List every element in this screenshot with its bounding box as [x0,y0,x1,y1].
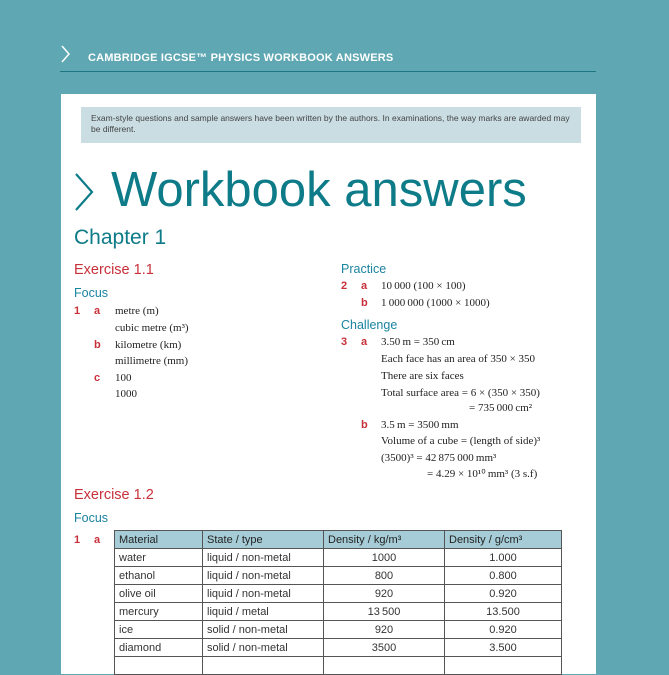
table-cell: 920 [324,621,445,639]
table-cell: liquid / non-metal [203,549,324,567]
table-cell: 1000 [324,549,445,567]
table-cell: solid / non-metal [203,621,324,639]
part-label: a [361,336,368,348]
running-header [60,48,596,70]
part-label: b [94,339,101,351]
table-cell: olive oil [115,585,203,603]
table-cell: 0.920 [445,621,562,639]
answer-line: kilometre (km) [115,339,182,351]
table-cell: 13.500 [445,603,562,621]
answer-line: 3.50 m = 350 cm [381,336,455,348]
answer-line: There are six faces [381,370,464,382]
answer-line: Volume of a cube = (length of side)³ [381,435,541,447]
table-cell: 13 500 [324,603,445,621]
table-cell: liquid / non-metal [203,585,324,603]
chevron-right-icon [60,45,70,63]
table-cell: 0.920 [445,585,562,603]
table-cell: mercury [115,603,203,621]
chapter-title: Chapter 1 [74,226,167,249]
table-cell [324,657,445,675]
question-number: 1 [74,305,81,317]
table-cell: 3500 [324,639,445,657]
column-header: Material [115,531,203,549]
answer-line: metre (m) [115,305,159,317]
part-label: a [94,305,101,317]
chevron-right-icon [73,172,95,212]
table-cell: ice [115,621,203,639]
table-cell: solid / non-metal [203,639,324,657]
answer-line: (3500)³ = 42 875 000 mm³ [381,452,497,464]
focus-heading: Focus [74,511,109,525]
answer-line: 10 000 (100 × 100) [381,280,466,292]
answer-line: 1000 [115,388,137,400]
answer-line: 1 000 000 (1000 × 1000) [381,297,490,309]
table-cell: diamond [115,639,203,657]
table-cell: liquid / metal [203,603,324,621]
table-row [115,549,562,567]
table-cell: water [115,549,203,567]
answer-line: 100 [115,372,132,384]
answer-line: Total surface area = 6 × (350 × 350) [381,387,540,399]
table-cell [115,657,203,675]
table-cell: liquid / non-metal [203,567,324,585]
table-row [115,621,562,639]
table-row [115,603,562,621]
table-cell: ethanol [115,567,203,585]
table-row [115,639,562,657]
table-cell: 3.500 [445,639,562,657]
part-label: b [361,297,368,309]
question-number: 2 [341,280,348,292]
answer-line: = 4.29 × 10¹⁰ mm³ (3 s.f) [427,468,538,480]
table-row [115,657,562,675]
challenge-heading: Challenge [341,318,398,332]
answer-line: cubic metre (m³) [115,322,189,334]
part-label: b [361,419,368,431]
header-title: CAMBRIDGE IGCSE™ PHYSICS WORKBOOK ANSWERS [88,52,394,64]
column-header: State / type [203,531,324,549]
answer-line: = 735 000 cm² [469,402,533,414]
table-cell: 920 [324,585,445,603]
column-header: Density / g/cm³ [445,531,562,549]
table-cell [445,657,562,675]
answer-line: Each face has an area of 350 × 350 [381,353,536,365]
table-cell: 800 [324,567,445,585]
answer-line: 3.5 m = 3500 mm [381,419,459,431]
practice-heading: Practice [341,262,387,276]
table-row [115,567,562,585]
focus-heading: Focus [74,286,109,300]
table-cell [203,657,324,675]
question-number: 3 [341,336,348,348]
part-label: a [361,280,368,292]
table-cell: 1.000 [445,549,562,567]
part-label: a [94,534,101,546]
document-page [61,94,596,674]
table-header-row [115,531,562,549]
question-number: 1 [74,534,81,546]
column-header: Density / kg/m³ [324,531,445,549]
answer-line: millimetre (mm) [115,355,189,367]
exercise-1-1-title: Exercise 1.1 [74,262,154,278]
part-label: c [94,372,101,384]
page-title-text: Workbook answers [111,163,527,217]
exercise-1-2-title: Exercise 1.2 [74,487,154,503]
table-row [115,585,562,603]
notice-box: Exam-style questions and sample answers have been written by the authors. In examinations, the way marks are awarded may be different. [81,107,581,143]
table-cell: 0.800 [445,567,562,585]
density-table [114,530,562,675]
header-rule [60,71,596,72]
